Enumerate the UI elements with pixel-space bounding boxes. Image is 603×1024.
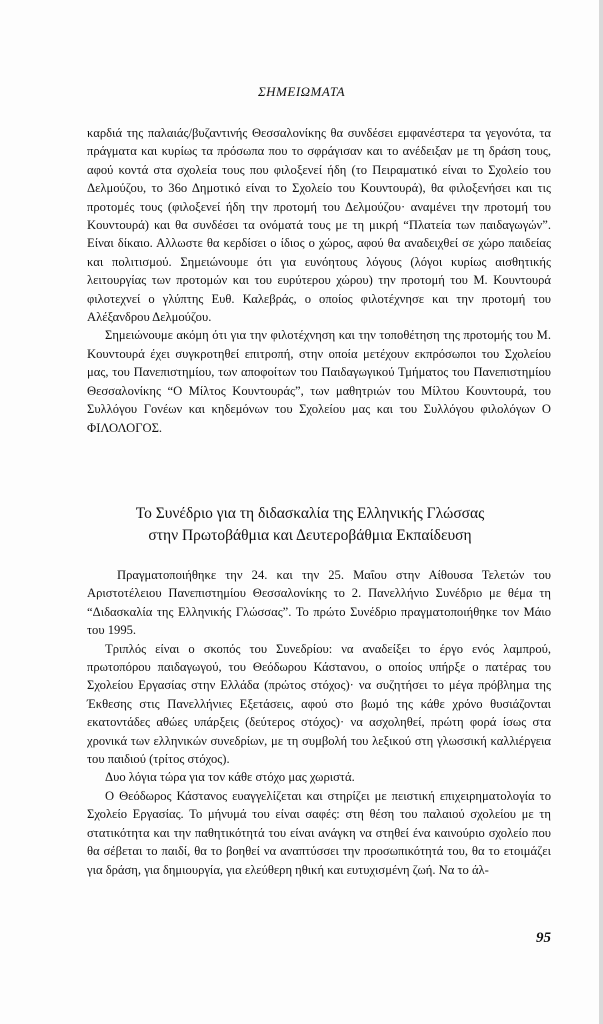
paragraph: Ο Θεόδωρος Κάστανος ευαγγελίζεται και στηρίζει με πειστική επιχειρηματολογία το Σχολείο Εργασίας. Το μήνυμά του είναι σαφές: στη θέση του παλαιού σχολείου με τη στατικότητα και την παθητικότητά του είναι ανάγκη να στηθεί ένα καινούριο σχολείο που θα σέβεται το παιδί, θα το βοηθεί να αναπτύσσει την προσωπικότητά του, θα το ετοιμάζει για δράση, για δημιουργία, για ελεύθερη ηθική και ευτυχισμένη ζωή. Να το άλ-	[87, 788, 551, 877]
paragraph: Πραγματοποιήθηκε την 24. και την 25. Μαΐου στην Αίθουσα Τελετών του Αριστοτέλειου Πανεπιστημίου Θεσσαλονίκης το 2. Πανελλήνιο Συνέδριο με θέμα τη “Διδασκαλία της Ελληνικής Γλώσσας”. Το πρώτο Συνέδριο πραγματοποιήθηκε τον Μάιο του 1995.	[87, 568, 551, 638]
section-title-line: στην Πρωτοβάθμια και Δευτεροβάθμια Εκπαίδευση	[148, 527, 472, 544]
paragraph: Δυο λόγια τώρα για τον κάθε στόχο μας χωριστά.	[105, 770, 355, 785]
paragraph: καρδιά της παλαιάς/βυζαντινής Θεσσαλονίκης θα συνδέσει εμφανέστερα τα γεγονότα, τα πράγματα και κυρίως τα πρόσωπα που το σφράγισαν και το ανέδειξαν με τη δράση τους, αφού κοντά στα σχολεία τους που φιλοξενεί ήδη (το Πειραματικό είναι το Σχολείο του Δελμούζου, το 36ο Δημοτικό είναι το Σχολείο του Κουντουρά), θα φιλοξενήσει και τις προτομές τους (φιλοξενεί ήδη την προτομή του Δελμούζου· αναμένει την προτομή του Κουντουρά) και θα συνδέσει τα ονόματά τους με τη μικρή “Πλατεία των παιδαγωγών”. Είναι δίκαιο. Αλλωστε θα κερδίσει ο ίδιος ο χώρος, αφού θα αναδειχθεί σε χώρο παιδείας και πολιτισμού. Σημειώνουμε ότι για ευνόητους λόγους (λόγοι κυρίως αισθητικής λειτουργίας των προτομών και του ευρύτερου χώρου) την προτομή του Μ. Κουντουρά φιλοτεχνεί ο γλύπτης Ευθ. Καλεβράς, ο οποίος φιλοτέχνησε και την προτομή του Αλέξανδρου Δελμούζου.	[87, 126, 551, 325]
conference-text-block	[87, 566, 551, 879]
page-edge-shadow	[599, 0, 603, 1024]
notes-text-block	[87, 124, 551, 437]
paragraph: Τριπλός είναι ο σκοπός του Συνεδρίου: να αναδείξει το έργο ενός λαμπρού, πρωτοπόρου παιδαγωγού, του Θεόδωρου Κάστανου, ο οποίος υπήρξε ο πατέρας του Σχολείου Εργασίας στην Ελλάδα (πρώτος στόχος)· να συζητήσει το μέγα πρόβλημα της Έκθεσης στις Πανελλήνιες Εξετάσεις, αφού στο βωμό της κάθε χρόνο θυσιάζονται εκατοντάδες αθώες υπάρξεις (δεύτερος στόχος)· να ασχοληθεί, πρώτη φορά ίσως στα χρονικά των ελληνικών συνεδρίων, με τη συμβολή του λεξικού στη γλωσσική καλλιέργεια του παιδιού (τρίτος στόχος).	[87, 641, 551, 767]
running-head: ΣΗΜΕΙΩΜΑΤΑ	[257, 84, 346, 99]
page-number: 95	[536, 930, 551, 946]
paragraph: Σημειώνουμε ακόμη ότι για την φιλοτέχνηση και την τοποθέτηση της προτομής του Μ. Κουντουρά έχει συγκροτηθεί επιτροπή, στην οποία μετέχουν εκπρόσωποι του Σχολείου μας, του Πανεπιστημίου, των αποφοίτων του Παιδαγωγικού Τμήματος του Πανεπιστημίου Θεσσαλονίκης “Ο Μίλτος Κουντουράς”, των μαθητριών του Μίλτου Κουντουρά, του Συλλόγου Γονέων και κηδεμόνων του Σχολείου μας και του Συλλόγου φιλολόγων Ο ΦΙΛΟΛΟΓΟΣ.	[87, 328, 551, 435]
section-title-line: Το Συνέδριο για τη διδασκαλία της Ελληνικής Γλώσσας	[135, 505, 485, 522]
section-title	[60, 503, 560, 547]
